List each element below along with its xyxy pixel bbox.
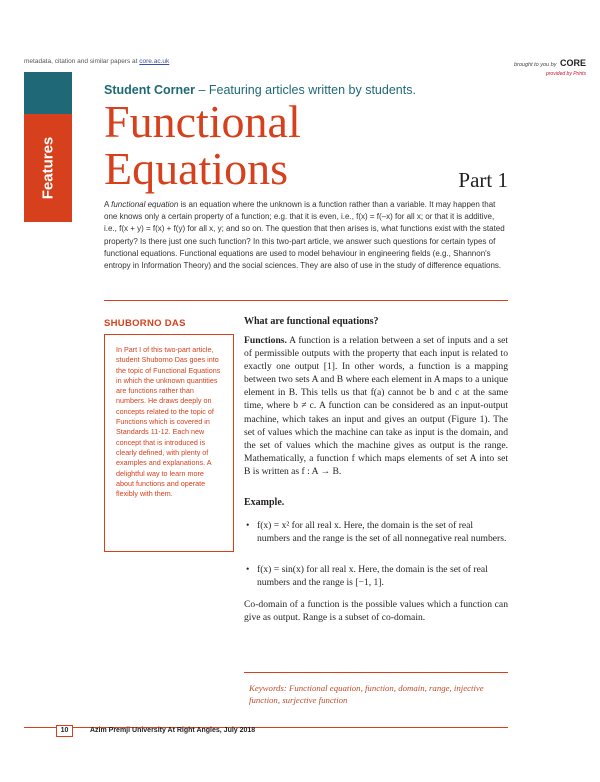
student-corner-rest: – Featuring articles written by students. (194, 83, 416, 97)
core-link[interactable]: core.ac.uk (139, 58, 170, 65)
keywords (249, 682, 507, 706)
summary-text: In Part I of this two-part article, student Shuborno Das goes into the topic of Functional Equations in which the unknown quantities are functions rather than numbers. He draws deeply on concepts related to the topic of Functions which is covered in Standards 11-12. Each new concept that is introduced is clearly defined, with plenty of examples and explanations. A delightful way to learn more about functions and operate flexibly with them. (116, 345, 221, 499)
keywords-text: Functional equation, function, domain, range, injective function, surjective function (249, 683, 484, 705)
title-line-1: Functional (104, 96, 301, 147)
keywords-divider (244, 672, 508, 673)
example-bullet-2 (244, 563, 508, 589)
intro-start: A (104, 200, 112, 209)
functions-paragraph (244, 334, 508, 478)
core-metadata-line (24, 58, 169, 65)
student-corner-header (104, 83, 416, 97)
core-brought-by (514, 58, 586, 68)
section-heading: What are functional equations? (244, 316, 379, 327)
intro-paragraph (104, 199, 508, 272)
bullet-dot: • (246, 564, 250, 575)
section-divider (104, 300, 508, 301)
core-metadata-text: metadata, citation and similar papers at (24, 58, 140, 65)
example-heading: Example. (244, 497, 285, 508)
footer-journal: Azim Premji University At Right Angles, July 2018 (90, 727, 256, 734)
core-provided-by[interactable]: provided by Prints (545, 71, 586, 77)
bullet-2-text: f(x) = sin(x) for all real x. Here, the domain is the set of real numbers and the range is [−1, 1]. (257, 564, 488, 589)
features-tab-label: Features (39, 136, 57, 200)
bullet-1-text: f(x) = x² for all real x. Here, the domain is the set of real numbers and the range is the set of all nonnegative real numbers. (257, 520, 507, 545)
features-tab (24, 114, 72, 222)
student-corner-bold: Student Corner (104, 83, 195, 97)
summary-box (104, 334, 234, 552)
author-name: SHUBORNO DAS (104, 318, 186, 329)
core-brought-text: brought to you by (513, 62, 557, 68)
teal-tab-decoration (24, 72, 72, 114)
intro-emphasis: functional equation (111, 200, 179, 209)
part-label: Part 1 (458, 168, 508, 192)
intro-body: is an equation where the unknown is a function rather than a variable. It may happen that one knows only a certain property of a function; e.g. that it is even, i.e., f(x) = f(–x) for all x; or that it is additive, i.e., f(x + y) = f(x) + f(y) for all x, y; and so on. The question that then arises is, what functions exist with the stated property? Is there just one such function? In this two-part article, we answer such questions for certain types of functional equations. Functional equations are used to model behaviour in engineering fields (e.g., Shannon's entropy in Information Theory) and the social sciences. They are also of use in the study of difference equations. (104, 200, 505, 271)
bullet-dot: • (246, 520, 250, 531)
keywords-label: Keywords: (249, 683, 287, 693)
functions-term: Functions. (244, 335, 287, 346)
title-line-2: Equations (104, 143, 288, 194)
page-number: 10 (56, 725, 73, 737)
functions-body: A function is a relation between a set of inputs and a set of permissible outputs with the property that each input is related to exactly one output [1]. In other words, a function is a mapping between two sets A and B where each element in A maps to a unique element in B. This tells us that f(a) cannot be b and c at the same time, where b ≠ c. A function can be considered as an input-output machine, which takes an input and gives an output (Figure 1). The set of values which the machine can take as input is the domain, and the set of values which the machine gives as output is the range. Mathematically, a function f which maps elements of set A into set B is written as f : A → B. (244, 335, 508, 477)
codomain-paragraph: Co-domain of a function is the possible values which a function can give as output. Range is a subset of co-domain. (244, 599, 508, 624)
example-bullet-1 (244, 519, 508, 545)
core-logo[interactable]: CORE (559, 58, 586, 68)
